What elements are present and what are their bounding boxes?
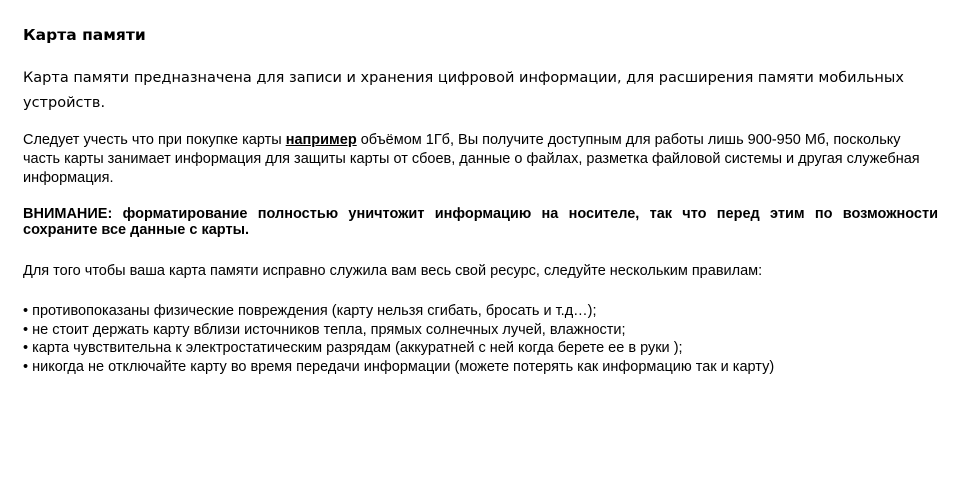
warning-paragraph: ВНИМАНИЕ: форматирование полностью уничтожит информацию на носителе, так что перед этим по возможности сохраните все данные с карты. bbox=[23, 206, 938, 238]
rules-intro-paragraph: Для того чтобы ваша карта памяти исправно служила вам весь свой ресурс, следуйте нескольким правилам: bbox=[23, 263, 763, 279]
example-emphasis: например bbox=[285, 132, 357, 148]
page-title: Карта памяти bbox=[23, 26, 146, 44]
list-item: • противопоказаны физические повреждения (карту нельзя сгибать, бросать и т.д…); bbox=[23, 303, 597, 319]
list-item: • карта чувствительна к электростатическим разрядам (аккуратней с ней когда берете ее в руки ); bbox=[23, 340, 683, 356]
rules-list bbox=[23, 302, 938, 376]
capacity-note-paragraph bbox=[23, 131, 938, 188]
capacity-note-text-end: объёмом 1Гб, Вы получите доступным для работы лишь 900-950 Мб, поскольку часть карты занимает информация для защиты карты от сбоев, данные о файлах, разметка файловой системы и другая служебная информация. bbox=[23, 132, 920, 186]
intro-paragraph: Карта памяти предназначена для записи и хранения цифровой информации, для расширения памяти мобильных устройств. bbox=[23, 70, 904, 111]
list-item: • никогда не отключайте карту во время передачи информации (можете потерять как информацию так и карту) bbox=[23, 358, 775, 375]
capacity-note-text-start: Следует учесть что при покупке карты bbox=[23, 132, 286, 148]
list-item: • не стоит держать карту вблизи источников тепла, прямых солнечных лучей, влажности; bbox=[23, 321, 626, 338]
